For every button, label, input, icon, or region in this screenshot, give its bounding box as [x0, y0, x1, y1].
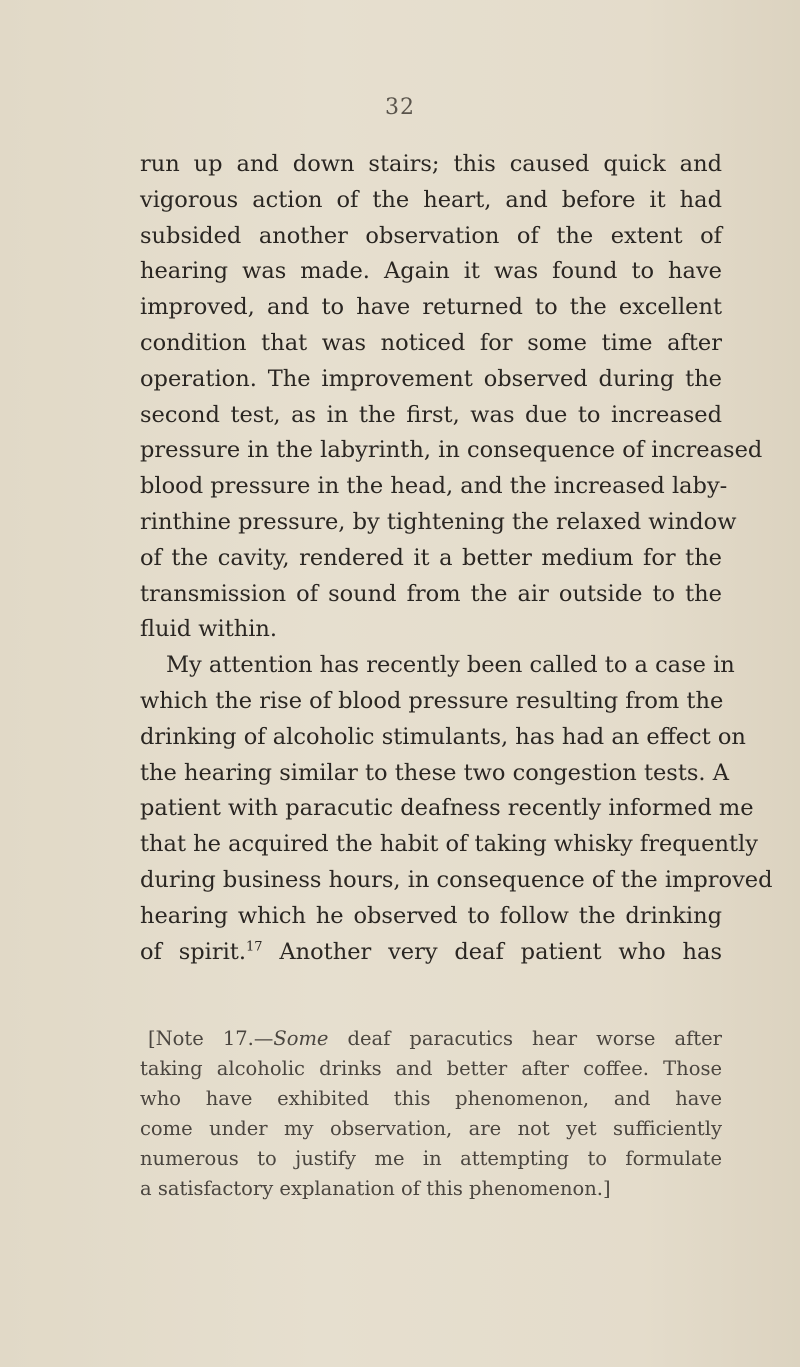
text-line: of the cavity, rendered it a better medium for the: [140, 544, 722, 571]
footnote-line: numerous to justify me in attempting to formulate: [140, 1147, 722, 1170]
text-line: vigorous action of the heart, and before it had: [140, 186, 722, 213]
text-fragment: deaf paracutics hear worse after: [328, 1027, 722, 1050]
text-line: blood pressure in the head, and the increased laby-: [140, 473, 728, 500]
footnote-line: come under my observation, are not yet sufficiently: [140, 1117, 722, 1140]
footnote-line: who have exhibited this phenomenon, and have: [140, 1087, 722, 1110]
text-line: patient with paracutic deafness recently informed me: [140, 795, 754, 822]
footnote: [140, 1024, 722, 1204]
page-number: 32: [385, 95, 415, 120]
text-line: second test, as in the first, was due to increased: [140, 401, 722, 428]
text-line: hearing was made. Again it was found to have: [140, 258, 722, 285]
text-line: during business hours, in consequence of the improved: [140, 866, 773, 893]
body-text: [140, 147, 773, 970]
text-line: drinking of alcoholic stimulants, has had an effect on: [140, 723, 746, 750]
text-line: run up and down stairs; this caused quick and: [140, 151, 722, 177]
paragraph-start-line: My attention has recently been called to a case in: [166, 652, 735, 679]
footnote-reference: 17: [246, 939, 263, 955]
footnote-label: [Note 17.—: [148, 1027, 274, 1050]
text-line-with-footnote-ref: [140, 935, 722, 971]
text-line: operation. The improvement observed during the: [140, 365, 722, 392]
text-line: subsided another observation of the extent of: [140, 222, 722, 249]
text-line: that he acquired the habit of taking whisky frequently: [140, 831, 758, 858]
text-line: the hearing similar to these two congestion tests. A: [140, 759, 729, 786]
text-line: pressure in the labyrinth, in consequence of increased: [140, 437, 763, 464]
footnote-emphasis: Some: [273, 1027, 329, 1050]
text-fragment: Another very deaf patient who has: [262, 938, 722, 965]
paragraph-end-line: fluid within.: [140, 616, 278, 643]
footnote-first-line: [140, 1024, 722, 1054]
text-fragment: of spirit.: [140, 938, 246, 965]
text-line: rinthine pressure, by tightening the relaxed window: [140, 508, 737, 535]
footnote-last-line: a satisfactory explanation of this phenomenon.]: [140, 1177, 611, 1200]
text-line: hearing which he observed to follow the drinking: [140, 902, 722, 929]
text-line: improved, and to have returned to the excellent: [140, 294, 722, 321]
text-line: condition that was noticed for some time after: [140, 329, 722, 356]
text-line: which the rise of blood pressure resulting from the: [140, 687, 724, 714]
text-line: transmission of sound from the air outside to the: [140, 580, 722, 607]
footnote-line: taking alcoholic drinks and better after coffee. Those: [140, 1057, 722, 1080]
